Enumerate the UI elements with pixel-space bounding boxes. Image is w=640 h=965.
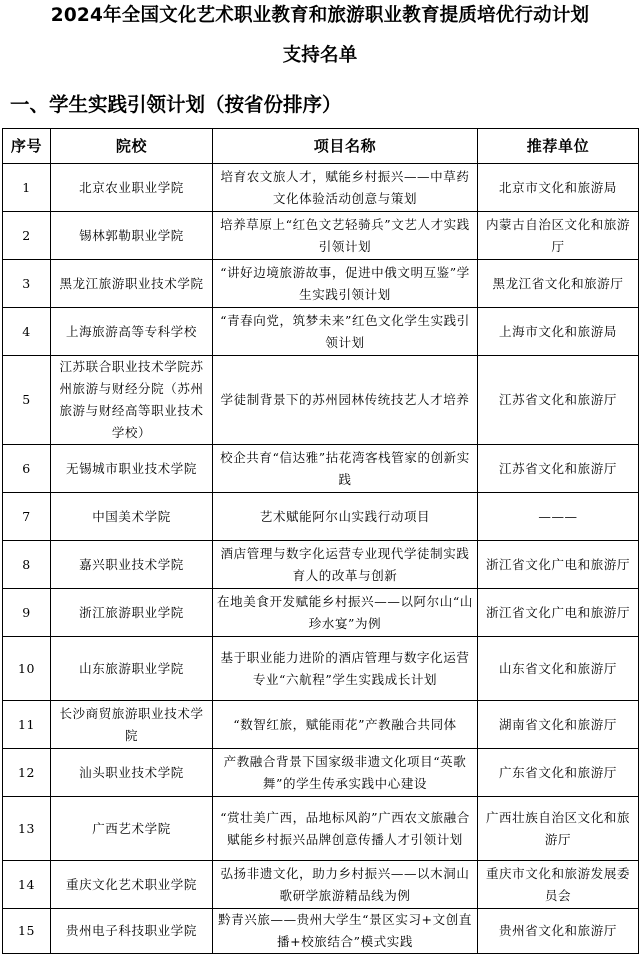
header-unit: 推荐单位 [478, 129, 639, 164]
row-number: 4 [3, 308, 51, 356]
table-row [3, 909, 639, 954]
row-number: 8 [3, 541, 51, 589]
school-name: 锡林郭勒职业学院 [51, 212, 213, 260]
table-row [3, 212, 639, 260]
table-row [3, 356, 639, 445]
school-name: 长沙商贸旅游职业技术学院 [51, 701, 213, 749]
support-list-table [2, 128, 639, 954]
header-school: 院校 [51, 129, 213, 164]
project-name: 培育农文旅人才，赋能乡村振兴——中草药文化体验活动创意与策划 [213, 164, 478, 212]
table-row [3, 164, 639, 212]
table-row [3, 589, 639, 637]
recommending-unit: 贵州省文化和旅游厅 [478, 909, 639, 954]
table-row [3, 445, 639, 493]
school-name: 中国美术学院 [51, 493, 213, 541]
table-row [3, 260, 639, 308]
recommending-unit: 北京市文化和旅游局 [478, 164, 639, 212]
school-name: 广西艺术学院 [51, 797, 213, 861]
table-row [3, 541, 639, 589]
school-name: 上海旅游高等专科学校 [51, 308, 213, 356]
table-row [3, 637, 639, 701]
row-number: 11 [3, 701, 51, 749]
recommending-unit: 江苏省文化和旅游厅 [478, 356, 639, 445]
table-row [3, 308, 639, 356]
project-name: 校企共育“信达雅”拈花湾客栈管家的创新实践 [213, 445, 478, 493]
school-name: 江苏联合职业技术学院苏州旅游与财经分院（苏州旅游与财经高等职业技术学校） [51, 356, 213, 445]
row-number: 10 [3, 637, 51, 701]
recommending-unit: 内蒙古自治区文化和旅游厅 [478, 212, 639, 260]
table-header-row [3, 129, 639, 164]
recommending-unit: 浙江省文化广电和旅游厅 [478, 541, 639, 589]
project-name: “赏壮美广西，品地标风韵”广西农文旅融合赋能乡村振兴品牌创意传播人才引领计划 [213, 797, 478, 861]
project-name: “青春向党，筑梦未来”红色文化学生实践引领计划 [213, 308, 478, 356]
school-name: 北京农业职业学院 [51, 164, 213, 212]
section-heading: 一、学生实践引领计划（按省份排序） [10, 93, 342, 116]
row-number: 9 [3, 589, 51, 637]
document-title: 2024年全国文化艺术职业教育和旅游职业教育提质培优行动计划 [50, 5, 590, 26]
row-number: 3 [3, 260, 51, 308]
table-row [3, 701, 639, 749]
table-row [3, 749, 639, 797]
project-name: 酒店管理与数字化运营专业现代学徒制实践育人的改革与创新 [213, 541, 478, 589]
project-name: 弘扬非遗文化，助力乡村振兴——以木洞山歌研学旅游精品线为例 [213, 861, 478, 909]
school-name: 重庆文化艺术职业学院 [51, 861, 213, 909]
school-name: 嘉兴职业技术学院 [51, 541, 213, 589]
school-name: 浙江旅游职业学院 [51, 589, 213, 637]
project-name: 产教融合背景下国家级非遗文化项目“英歌舞”的学生传承实践中心建设 [213, 749, 478, 797]
school-name: 山东旅游职业学院 [51, 637, 213, 701]
recommending-unit: 重庆市文化和旅游发展委员会 [478, 861, 639, 909]
recommending-unit: 浙江省文化广电和旅游厅 [478, 589, 639, 637]
school-name: 贵州电子科技职业学院 [51, 909, 213, 954]
project-name: 基于职业能力进阶的酒店管理与数字化运营专业“六航程”学生实践成长计划 [213, 637, 478, 701]
row-number: 7 [3, 493, 51, 541]
recommending-unit: 黑龙江省文化和旅游厅 [478, 260, 639, 308]
row-number: 13 [3, 797, 51, 861]
row-number: 6 [3, 445, 51, 493]
recommending-unit: 上海市文化和旅游局 [478, 308, 639, 356]
table-row [3, 493, 639, 541]
project-name: “讲好边境旅游故事，促进中俄文明互鉴”学生实践引领计划 [213, 260, 478, 308]
school-name: 黑龙江旅游职业技术学院 [51, 260, 213, 308]
row-number: 5 [3, 356, 51, 445]
project-name: “数智红旅，赋能雨花”产教融合共同体 [213, 701, 478, 749]
recommending-unit: 湖南省文化和旅游厅 [478, 701, 639, 749]
project-name: 学徒制背景下的苏州园林传统技艺人才培养 [213, 356, 478, 445]
school-name: 汕头职业技术学院 [51, 749, 213, 797]
recommending-unit: 广东省文化和旅游厅 [478, 749, 639, 797]
table-row [3, 861, 639, 909]
row-number: 2 [3, 212, 51, 260]
header-no: 序号 [3, 129, 51, 164]
project-name: 艺术赋能阿尔山实践行动项目 [213, 493, 478, 541]
recommending-unit: 山东省文化和旅游厅 [478, 637, 639, 701]
row-number: 14 [3, 861, 51, 909]
recommending-unit: 江苏省文化和旅游厅 [478, 445, 639, 493]
row-number: 1 [3, 164, 51, 212]
header-project: 项目名称 [213, 129, 478, 164]
project-name: 在地美食开发赋能乡村振兴——以阿尔山“山珍水宴”为例 [213, 589, 478, 637]
recommending-unit: 广西壮族自治区文化和旅游厅 [478, 797, 639, 861]
table-row [3, 797, 639, 861]
school-name: 无锡城市职业技术学院 [51, 445, 213, 493]
recommending-unit: ——— [478, 493, 639, 541]
row-number: 12 [3, 749, 51, 797]
document-subtitle: 支持名单 [282, 45, 358, 66]
project-name: 黔青兴旅——贵州大学生“景区实习+文创直播+校旅结合”模式实践 [213, 909, 478, 954]
project-name: 培养草原上“红色文艺轻骑兵”文艺人才实践引领计划 [213, 212, 478, 260]
row-number: 15 [3, 909, 51, 954]
